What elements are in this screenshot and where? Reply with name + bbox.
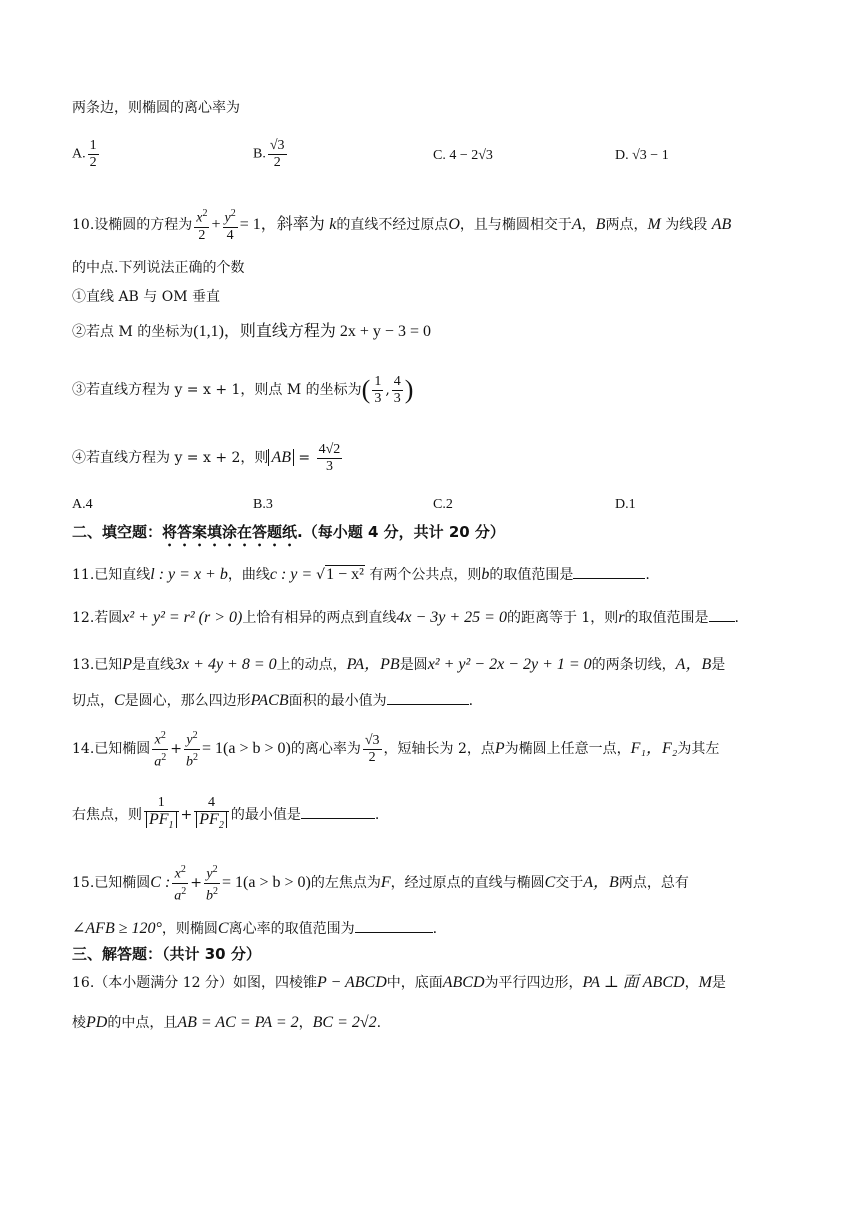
q9-tail-text: 两条边，则椭圆的离心率为: [72, 100, 240, 116]
q10-statement-1: ①直线 AB 与 OM 垂直: [72, 289, 221, 305]
q15-line1: 15.已知椭圆C : $\frac{x^2}{a^2}$ + $\frac{y^2}{b^2}$ = 1(a > b > 0)的左焦点为F，经过原点的直线与椭圆C交于A，B两点，总有: [72, 864, 689, 904]
section-3-heading: 三、解答题：（共计 30 分）: [72, 945, 261, 963]
q10-line1: 10.设椭圆的方程为 $\frac{x^2}{2}$ + $\frac{y^2}{4}$ = 1，斜率为 k的直线不经过原点O，且与椭圆相交于A，B两点，M 为线段 AB: [72, 208, 732, 243]
q13-line1: 13.已知P是直线3x + 4y + 8 = 0上的动点，PA，PB是圆x² + y² − 2x − 2y + 1 = 0的两条切线，A，B是: [72, 656, 726, 673]
q13-line2: 切点，C是圆心，那么四边形PACB面积的最小值为 .: [72, 692, 474, 709]
q10-option-d: D.1: [615, 497, 636, 512]
q10-statement-3: ③若直线方程为 y = x + 1，则点 M 的坐标为( $\frac{1}{3}$ , $\frac{4}{3}$ ): [72, 373, 414, 406]
q11-text: 11.已知直线l : y = x + b，曲线c : y = √1 − x² 有两个公共点，则b的取值范围是 .: [72, 566, 650, 583]
q9-option-a: A. $\frac{1}{2}$: [72, 138, 97, 170]
q10-option-c: C.2: [433, 497, 453, 512]
q10-statement-2: ②若点 M 的坐标为(1,1)，则直线方程为 2x + y − 3 = 0: [72, 323, 431, 340]
q10-option-b: B.3: [253, 497, 273, 512]
q15-line2: ∠AFB ≥ 120°，则椭圆C离心率的取值范围为 .: [72, 920, 438, 937]
q16-line1: 16.（本小题满分 12 分）如图，四棱锥P − ABCD中，底面ABCD为平行四边形，PA ⊥ 面 ABCD，M是: [72, 974, 726, 991]
q10-line2: 的中点.下列说法正确的个数: [72, 260, 245, 276]
q14-line2: 右焦点，则 $\frac{1}{PF_1}$ + $\frac{4}{PF_2}$ 的最小值是 .: [72, 795, 380, 832]
q10-option-a: A.4: [72, 497, 93, 512]
q9-option-b: B. $\frac{√3}{2}$: [253, 138, 285, 170]
q9-option-d: D. √3 − 1: [615, 148, 669, 163]
q10-statement-4: ④若直线方程为 y = x + 2，则 AB = $\frac{4√2}{3}$: [72, 441, 341, 474]
q16-line2: 棱PD的中点，且AB = AC = PA = 2，BC = 2√2.: [72, 1014, 382, 1031]
q9-option-c: C. 4 − 2√3: [433, 148, 493, 163]
q14-line1: 14.已知椭圆 $\frac{x^2}{a^2}$ + $\frac{y^2}{b^2}$ = 1(a > b > 0)的离心率为 $\frac{√3}{2}$ ，短轴长为 2，点P为椭圆上任意一点，F₁，F₂为其左: [72, 730, 720, 770]
q12-text: 12.若圆x² + y² = r² (r > 0)上恰有相异的两点到直线4x − 3y + 25 = 0的距离等于 1，则r的取值范围是 .: [72, 609, 739, 626]
section-2-heading: 二、填空题：将答案填涂在答题纸.（每小题 4 分，共计 20 分）: [72, 523, 505, 541]
